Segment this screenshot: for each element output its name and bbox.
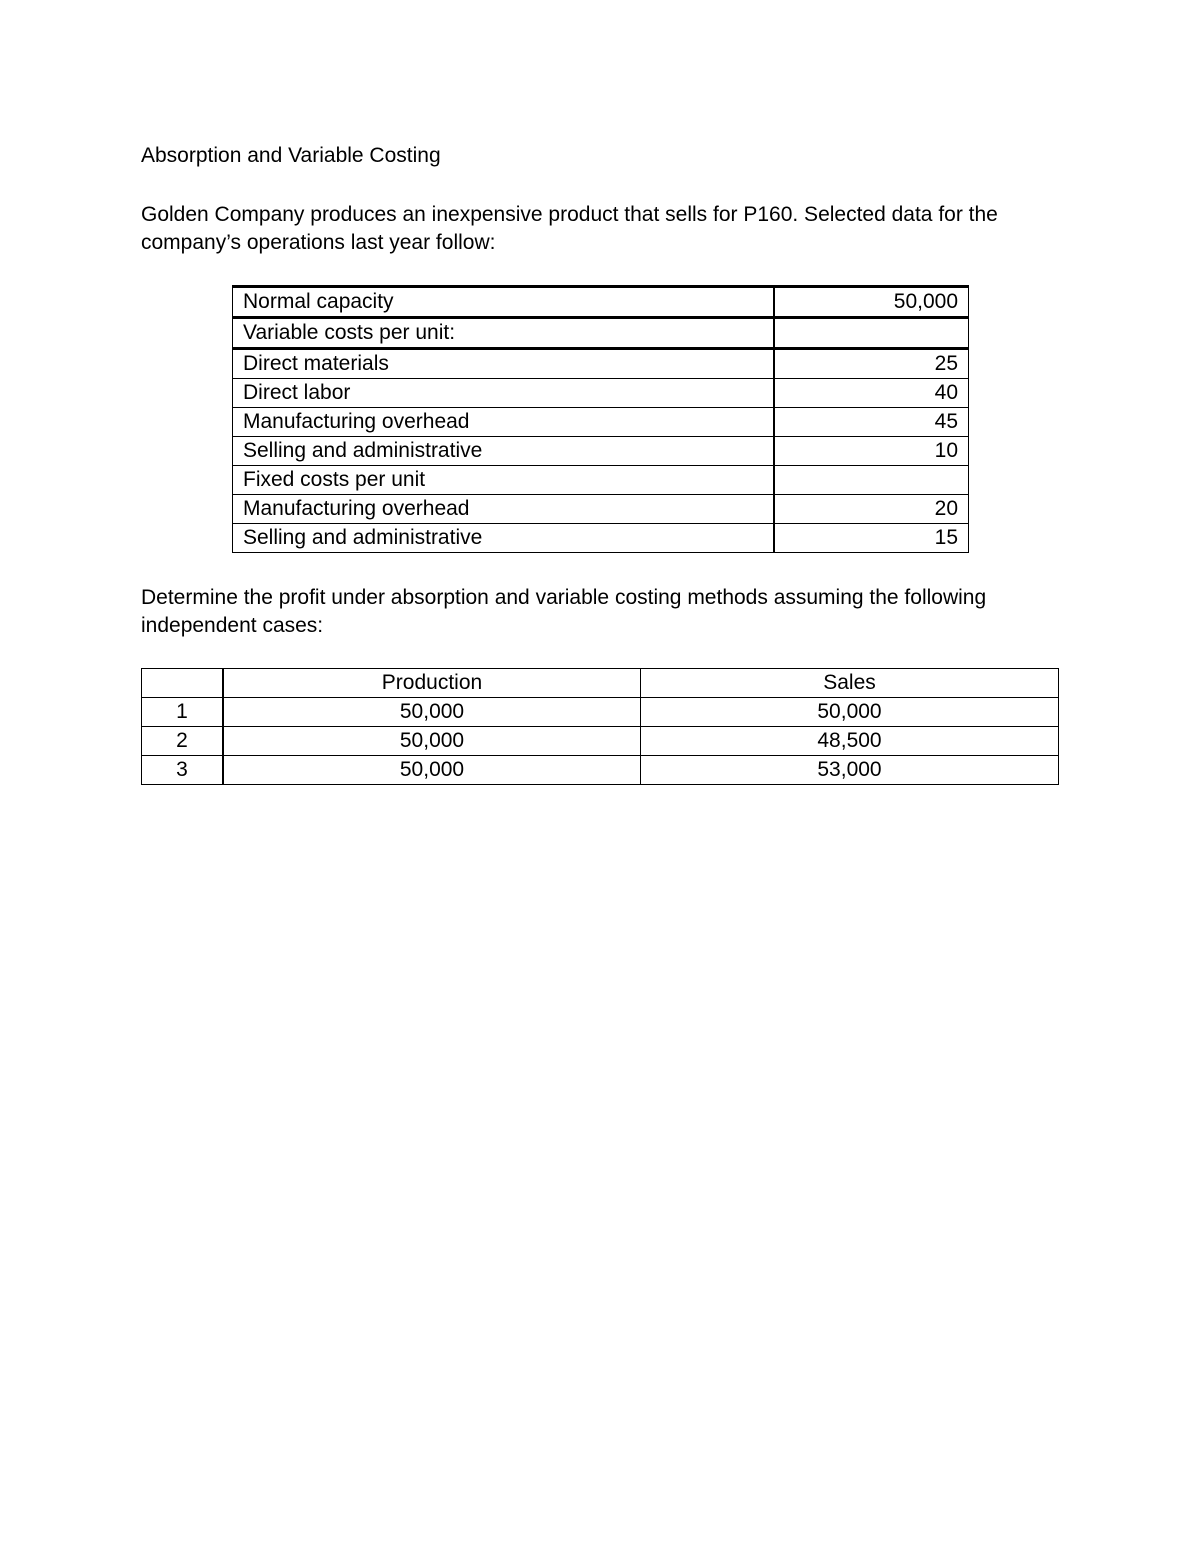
row-label: Selling and administrative <box>233 524 775 553</box>
header-case <box>142 669 224 698</box>
case-production: 50,000 <box>223 756 641 785</box>
row-label: Selling and administrative <box>233 437 775 466</box>
row-label: Variable costs per unit: <box>233 318 775 349</box>
header-production: Production <box>223 669 641 698</box>
case-sales: 50,000 <box>641 698 1059 727</box>
case-number: 2 <box>142 727 224 756</box>
intro-paragraph: Golden Company produces an inexpensive product that sells for P160. Selected data for the company’s operations last year follow: <box>141 203 998 254</box>
row-label: Direct materials <box>233 349 775 379</box>
row-value: 20 <box>774 495 969 524</box>
table-row <box>142 727 1059 756</box>
row-value: 25 <box>774 349 969 379</box>
table-row <box>233 524 969 553</box>
table-row <box>233 318 969 349</box>
row-value <box>774 318 969 349</box>
row-label: Normal capacity <box>233 287 775 318</box>
table-row <box>233 408 969 437</box>
case-number: 1 <box>142 698 224 727</box>
page-title: Absorption and Variable Costing <box>141 144 441 167</box>
row-label: Direct labor <box>233 379 775 408</box>
case-number: 3 <box>142 756 224 785</box>
table-row <box>233 379 969 408</box>
table-row <box>142 756 1059 785</box>
table-header-row <box>142 669 1059 698</box>
table-row <box>233 466 969 495</box>
row-label: Manufacturing overhead <box>233 408 775 437</box>
cases-table <box>141 668 1059 785</box>
row-value: 15 <box>774 524 969 553</box>
row-value: 50,000 <box>774 287 969 318</box>
row-value <box>774 466 969 495</box>
cost-data-table <box>232 285 969 553</box>
table-row <box>233 287 969 318</box>
row-value: 45 <box>774 408 969 437</box>
row-label: Fixed costs per unit <box>233 466 775 495</box>
table-row <box>233 349 969 379</box>
row-label: Manufacturing overhead <box>233 495 775 524</box>
table-row <box>233 437 969 466</box>
case-production: 50,000 <box>223 698 641 727</box>
case-production: 50,000 <box>223 727 641 756</box>
header-sales: Sales <box>641 669 1059 698</box>
row-value: 40 <box>774 379 969 408</box>
row-value: 10 <box>774 437 969 466</box>
table-row <box>142 698 1059 727</box>
case-sales: 53,000 <box>641 756 1059 785</box>
question-paragraph: Determine the profit under absorption and variable costing methods assuming the following independent cases: <box>141 586 987 637</box>
case-sales: 48,500 <box>641 727 1059 756</box>
table-row <box>233 495 969 524</box>
